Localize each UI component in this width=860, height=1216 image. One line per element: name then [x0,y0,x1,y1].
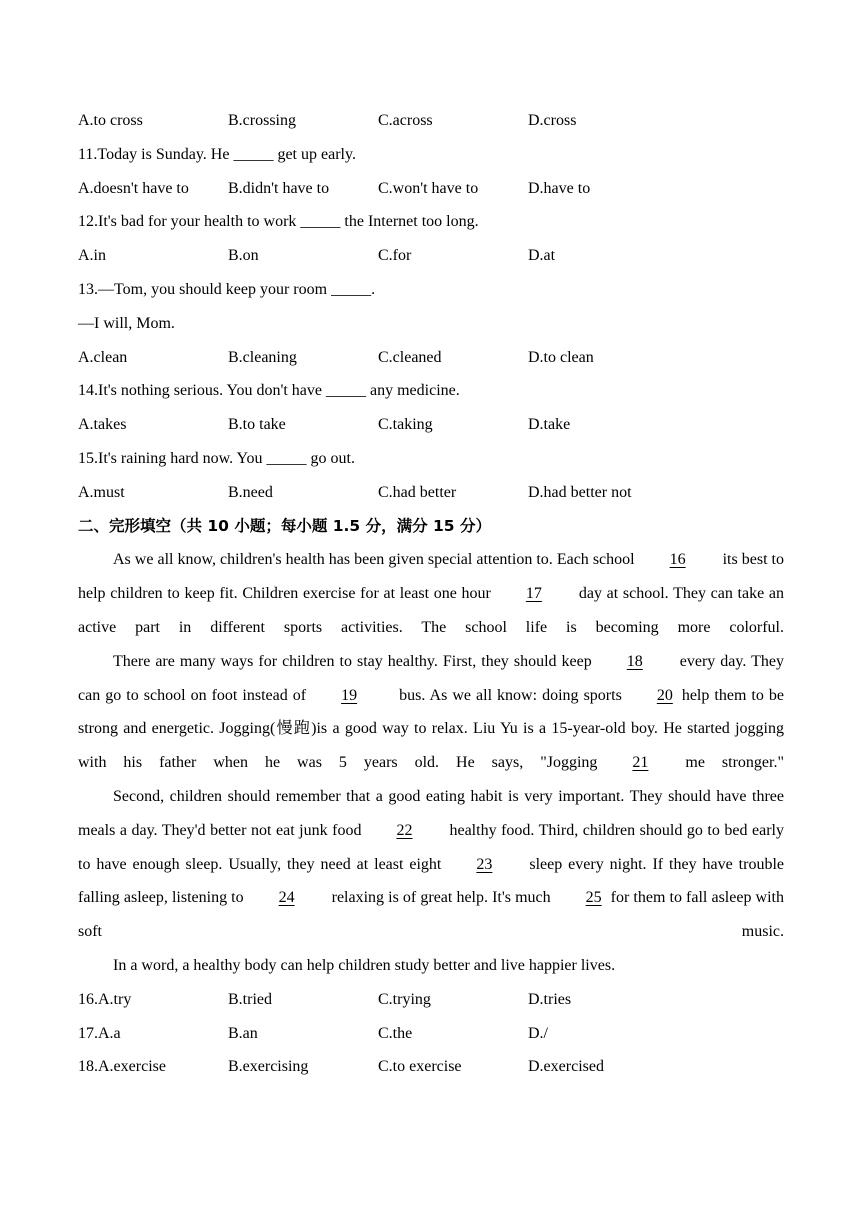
passage-text: healthy food. Third, children should go to bed early to have enough sleep. Usually, they need at least eight [78,821,784,873]
passage-paragraph-2 [78,645,784,780]
cloze-blank-25: 25 [585,889,602,907]
option-a: A.doesn't have to [78,179,189,197]
cloze-blank-17: 17 [525,585,542,603]
stem-text: 15.It's raining hard now. You [78,449,267,467]
option-c: C.for [378,247,412,265]
q14-stem [78,374,784,408]
stem-text: 14.It's nothing serious. You don't have [78,382,326,400]
option-a: 18.A.exercise [78,1058,166,1076]
answer-blank: _____ [266,449,307,467]
cloze-blank-21: 21 [632,754,649,772]
passage-text: help them to be strong and energetic. Jogging(慢跑)is a good way to relax. Liu Yu is a 15-year-old boy. He started jogging with his father when he was 5 years old. He says, "Jogging [78,686,785,772]
stem-text: 11.Today is Sunday. He [78,145,234,163]
option-d: D.had better not [528,483,632,501]
q13-stem [78,273,784,307]
cloze-blank-19: 19 [341,686,358,704]
passage-text: There are many ways for children to stay healthy. First, they should keep [113,652,592,670]
stem-text: 12.It's bad for your health to work [78,213,301,231]
option-a: 16.A.try [78,990,132,1008]
answer-blank: _____ [326,382,366,400]
option-b: B.to take [228,416,286,434]
option-b: B.on [228,247,259,265]
option-d: D.exercised [528,1058,604,1076]
cloze-blank-23: 23 [476,855,493,873]
q13-options [78,341,784,375]
passage-text: relaxing is of great help. It's much [331,889,551,907]
option-c: C.to exercise [378,1058,462,1076]
option-a: A.takes [78,416,127,434]
passage-text: As we all know, children's health has been given special attention to. Each school [113,551,635,569]
q16-options [78,983,784,1017]
option-d: D.tries [528,990,572,1008]
option-a: A.clean [78,348,128,366]
cloze-blank-16: 16 [669,551,686,569]
stem-text: the Internet too long. [340,213,479,231]
q11-options [78,172,784,206]
stem-text: . [371,280,376,298]
exam-page [78,104,784,1084]
option-c: C.the [378,1024,413,1042]
option-b: B.need [228,483,273,501]
option-d: D.at [528,247,556,265]
option-b: B.an [228,1024,258,1042]
option-a: A.to cross [78,112,143,129]
option-c: C.across [378,112,433,129]
option-d: D.have to [528,179,591,197]
passage-text: its best to help children to keep fit. Children exercise for at least one hour [78,551,784,603]
passage-text: me stronger." [685,754,785,772]
option-b: B.exercising [228,1058,309,1076]
q12-stem [78,205,784,239]
q14-options [78,408,784,442]
q10-options [78,104,784,138]
option-a: A.in [78,247,106,265]
option-c: C.trying [378,990,431,1008]
cloze-blank-20: 20 [656,686,673,704]
passage-text: for them to fall asleep with soft music. [78,889,785,941]
option-b: B.crossing [228,112,296,129]
option-d: D.take [528,416,571,434]
option-c: C.won't have to [378,179,479,197]
option-b: B.didn't have to [228,179,330,197]
option-c: C.taking [378,416,433,434]
section-heading: 二、完形填空（共 10 小题；每小题 1.5 分，满分 15 分） [78,516,491,535]
passage-text: bus. As we all know: doing sports [394,686,622,704]
passage-text: Second, children should remember that a good eating habit is very important. They should have three meals a day. They'd better not eat junk food [78,787,784,839]
q13-reply: —I will, Mom. [78,314,175,332]
cloze-blank-18: 18 [626,652,643,670]
option-c: C.cleaned [378,348,442,366]
answer-blank: _____ [331,280,372,298]
q18-options [78,1050,784,1084]
option-d: D.cross [528,112,577,129]
option-d: D.to clean [528,348,594,366]
option-d: D./ [528,1024,548,1042]
passage-paragraph-1 [78,543,784,644]
passage-text: every day. They can go to school on foot instead of [78,652,784,704]
cloze-blank-24: 24 [278,889,295,907]
q15-stem [78,442,784,476]
q15-options [78,476,784,510]
stem-text: get up early. [273,145,356,163]
stem-text: 13.—Tom, you should keep your room [78,280,332,298]
answer-blank: _____ [233,145,274,163]
q17-options [78,1017,784,1051]
option-b: B.cleaning [228,348,297,366]
q12-options [78,239,784,273]
stem-text: any medicine. [366,382,460,400]
option-b: B.tried [228,990,272,1008]
option-c: C.had better [378,483,457,501]
cloze-blank-22: 22 [396,821,413,839]
q11-stem [78,138,784,172]
answer-blank: _____ [300,213,341,231]
passage-text: sleep every night. If they have trouble falling asleep, listening to [78,855,784,907]
option-a: A.must [78,483,125,501]
passage-paragraph-4: In a word, a healthy body can help children study better and live happier lives. [113,956,616,974]
passage-text: day at school. They can take an active part in different sports activities. The school life is becoming more colorful. [78,585,785,636]
stem-text: go out. [306,449,355,467]
passage-paragraph-3 [78,780,784,949]
option-a: 17.A.a [78,1024,121,1042]
